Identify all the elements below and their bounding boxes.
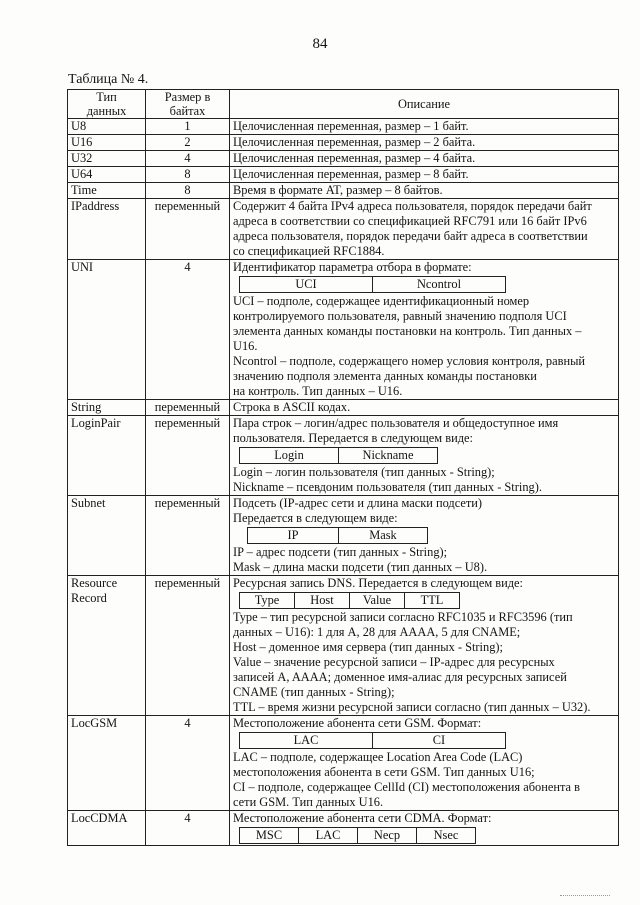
- table-row: [68, 400, 619, 416]
- table-row: [68, 260, 619, 400]
- type-cell: IPaddress: [68, 199, 146, 260]
- description-line: значению подполя элемента данных команды постановки: [233, 369, 537, 383]
- format-field: IP: [248, 528, 339, 544]
- format-field: LAC: [240, 733, 373, 749]
- description-line: U16.: [233, 339, 258, 353]
- description-line: адреса пользователя, порядок передачи байт адреса в соответствии: [233, 229, 588, 243]
- format-field: LAC: [299, 828, 358, 844]
- description-line: местоположения абонента в сети GSM. Тип данных U16;: [233, 765, 535, 779]
- format-field: Login: [240, 448, 339, 464]
- format-field: Type: [240, 593, 295, 609]
- format-field: Nsec: [417, 828, 476, 844]
- format-field: Value: [350, 593, 405, 609]
- type-cell: Time: [68, 183, 146, 199]
- type-cell: U32: [68, 151, 146, 167]
- description-cell: Целочисленная переменная, размер – 2 байта.: [230, 135, 619, 151]
- description-line: TTL – время жизни ресурсной записи согласно (тип данных – U32).: [233, 700, 591, 714]
- description-line: на контроль. Тип данных – U16.: [233, 384, 403, 398]
- description-line: данных – U16): 1 для A, 28 для AAAA, 5 для CNAME;: [233, 625, 521, 639]
- header-size: Размер в байтах: [146, 90, 230, 119]
- description-line: адреса в соответствии со спецификацией RFC791 или 16 байт IPv6: [233, 214, 587, 228]
- type-cell: [68, 576, 146, 716]
- table-row: [68, 119, 619, 135]
- type-cell: UNI: [68, 260, 146, 400]
- data-types-table: [67, 89, 619, 846]
- type-cell: U64: [68, 167, 146, 183]
- description-cell: [230, 496, 619, 576]
- format-table: [239, 827, 476, 844]
- size-cell: переменный: [146, 576, 230, 716]
- size-cell: переменный: [146, 400, 230, 416]
- description-line: CI – подполе, содержащее CellId (CI) местоположения абонента в: [233, 780, 580, 794]
- description-line: Value – значение ресурсной записи – IP-адрес для ресурсных: [233, 655, 555, 669]
- description-line: Местоположение абонента сети CDMA. Формат:: [233, 811, 492, 825]
- table-row: [68, 416, 619, 496]
- format-field: Mask: [339, 528, 428, 544]
- format-field: Necp: [358, 828, 417, 844]
- size-cell: 4: [146, 151, 230, 167]
- description-cell: [230, 199, 619, 260]
- description-line: Ресурсная запись DNS. Передается в следующем виде:: [233, 576, 523, 590]
- size-cell: переменный: [146, 496, 230, 576]
- table-caption: Таблица № 4.: [68, 72, 149, 87]
- table-row: [68, 199, 619, 260]
- table-row: [68, 716, 619, 811]
- description-line: Идентификатор параметра отбора в формате:: [233, 260, 472, 274]
- description-cell: Строка в ASCII кодах.: [230, 400, 619, 416]
- description-line: Host – доменное имя сервера (тип данных - String);: [233, 640, 503, 654]
- type-cell: LocCDMA: [68, 811, 146, 846]
- description-line: Передается в следующем виде:: [233, 511, 398, 525]
- description-cell: Целочисленная переменная, размер – 8 байт.: [230, 167, 619, 183]
- format-table: [239, 732, 506, 749]
- header-description: Описание: [230, 90, 619, 119]
- format-table: [239, 447, 438, 464]
- type-cell: U8: [68, 119, 146, 135]
- description-line: Login – логин пользователя (тип данных - String);: [233, 465, 495, 479]
- size-cell: 8: [146, 183, 230, 199]
- type-line: Resource: [71, 576, 118, 590]
- format-table: [239, 276, 506, 293]
- description-cell: [230, 576, 619, 716]
- size-cell: 8: [146, 167, 230, 183]
- description-line: UCI – подполе, содержащее идентификационный номер: [233, 294, 530, 308]
- description-cell: [230, 260, 619, 400]
- description-line: Nickname – псевдоним пользователя (тип данных - String).: [233, 480, 542, 494]
- description-line: Пара строк – логин/адрес пользователя и общедоступное имя: [233, 416, 559, 430]
- description-cell: [230, 716, 619, 811]
- size-cell: 4: [146, 811, 230, 846]
- type-cell: U16: [68, 135, 146, 151]
- size-cell: 2: [146, 135, 230, 151]
- table-row: [68, 167, 619, 183]
- type-cell: LoginPair: [68, 416, 146, 496]
- size-cell: 4: [146, 260, 230, 400]
- description-line: пользователя. Передается в следующем виде:: [233, 431, 473, 445]
- size-cell: 4: [146, 716, 230, 811]
- description-line: CNAME (тип данных - String);: [233, 685, 395, 699]
- description-line: Содержит 4 байта IPv4 адреса пользователя, порядок передачи байт: [233, 199, 592, 213]
- description-line: Type – тип ресурсной записи согласно RFC1035 и RFC3596 (тип: [233, 610, 573, 624]
- format-field: MSC: [240, 828, 299, 844]
- description-line: со спецификацией RFC1884.: [233, 244, 385, 258]
- description-cell: Целочисленная переменная, размер – 1 байт.: [230, 119, 619, 135]
- size-cell: переменный: [146, 199, 230, 260]
- size-cell: переменный: [146, 416, 230, 496]
- table-row: [68, 811, 619, 846]
- description-line: Местоположение абонента сети GSM. Формат:: [233, 716, 482, 730]
- description-line: сети GSM. Тип данных U16.: [233, 795, 384, 809]
- format-field: Nickname: [339, 448, 438, 464]
- format-field: UCI: [240, 277, 373, 293]
- type-cell: Subnet: [68, 496, 146, 576]
- description-cell: [230, 811, 619, 846]
- description-line: IP – адрес подсети (тип данных - String);: [233, 545, 448, 559]
- description-line: записей A, AAAA; доменное имя-алиас для ресурсных записей: [233, 670, 567, 684]
- format-field: TTL: [405, 593, 460, 609]
- table-row: [68, 576, 619, 716]
- scan-artifact: [560, 895, 610, 898]
- format-field: Ncontrol: [373, 277, 506, 293]
- type-cell: String: [68, 400, 146, 416]
- type-line: Record: [71, 591, 107, 605]
- description-line: LAC – подполе, содержащее Location Area Code (LAC): [233, 750, 523, 764]
- format-field: CI: [373, 733, 506, 749]
- description-line: Ncontrol – подполе, содержащего номер условия контроля, равный: [233, 354, 586, 368]
- description-cell: [230, 416, 619, 496]
- description-line: элемента данных команды постановки на контроль. Тип данных –: [233, 324, 582, 338]
- format-table: [239, 592, 460, 609]
- description-cell: Целочисленная переменная, размер – 4 байта.: [230, 151, 619, 167]
- table-row: [68, 135, 619, 151]
- size-cell: 1: [146, 119, 230, 135]
- description-line: Mask – длина маски подсети (тип данных – U8).: [233, 560, 488, 574]
- table-row: [68, 151, 619, 167]
- format-table: [247, 527, 428, 544]
- description-line: контролируемого пользователя, равный значению подполя UCI: [233, 309, 567, 323]
- header-type: Тип данных: [68, 90, 146, 119]
- table-row: [68, 496, 619, 576]
- table-row: [68, 183, 619, 199]
- description-line: Подсеть (IP-адрес сети и длина маски подсети): [233, 496, 483, 510]
- type-cell: LocGSM: [68, 716, 146, 811]
- format-field: Host: [295, 593, 350, 609]
- description-cell: Время в формате AT, размер – 8 байтов.: [230, 183, 619, 199]
- header-row: [68, 90, 619, 119]
- page-number: 84: [312, 36, 328, 52]
